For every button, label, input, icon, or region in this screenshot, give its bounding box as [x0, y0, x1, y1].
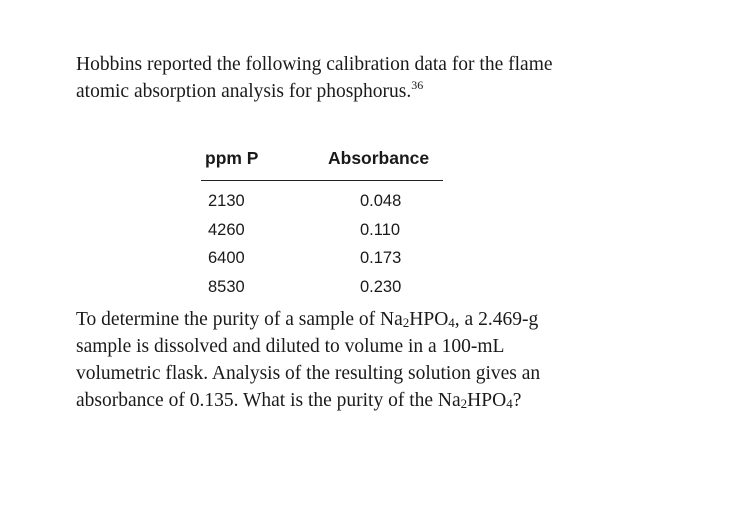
header-absorbance: Absorbance [328, 148, 430, 168]
cell-absorbance: 0.110 [360, 220, 401, 239]
table-row [201, 181, 443, 210]
subscript: 2 [402, 315, 410, 330]
intro-paragraph [76, 51, 676, 105]
cell-ppm: 8530 [208, 277, 245, 296]
question-line-4-b: HPO [467, 390, 507, 411]
table-row [201, 238, 443, 267]
question-paragraph [76, 306, 676, 414]
table-row [201, 210, 443, 239]
reference-superscript: 36 [411, 77, 424, 92]
calibration-table [201, 144, 443, 295]
intro-line-1: Hobbins reported the following calibration data for the flame [76, 54, 553, 75]
table-row [201, 267, 443, 296]
cell-absorbance: 0.048 [360, 192, 402, 210]
cell-ppm: 2130 [208, 192, 245, 210]
intro-line-2-text: atomic absorption analysis for phosphorus. [76, 81, 412, 102]
question-line-2: sample is dissolved and diluted to volume in a 100-mL [76, 336, 505, 357]
question-line-4-c: ? [512, 390, 522, 411]
question-line-4 [76, 387, 676, 414]
cell-ppm: 6400 [208, 249, 245, 267]
table-header [201, 144, 443, 181]
subscript: 4 [506, 396, 513, 411]
question-line-1 [76, 306, 676, 333]
cell-ppm: 4260 [208, 220, 245, 239]
header-ppm-p: ppm P [205, 148, 259, 168]
intro-line-2 [76, 78, 676, 105]
question-line-4-a: absorbance of 0.135. What is the purity of the Na [76, 390, 461, 411]
subscript: 2 [460, 396, 468, 411]
question-line-1-a: To determine the purity of a sample of Na [76, 309, 403, 330]
question-line-3: volumetric flask. Analysis of the resulting solution gives an [76, 363, 541, 384]
question-line-1-c: , a 2.469-g [454, 309, 539, 330]
cell-absorbance: 0.173 [360, 249, 402, 267]
cell-absorbance: 0.230 [360, 277, 402, 296]
question-line-1-b: HPO [409, 309, 449, 330]
subscript: 4 [448, 315, 455, 330]
